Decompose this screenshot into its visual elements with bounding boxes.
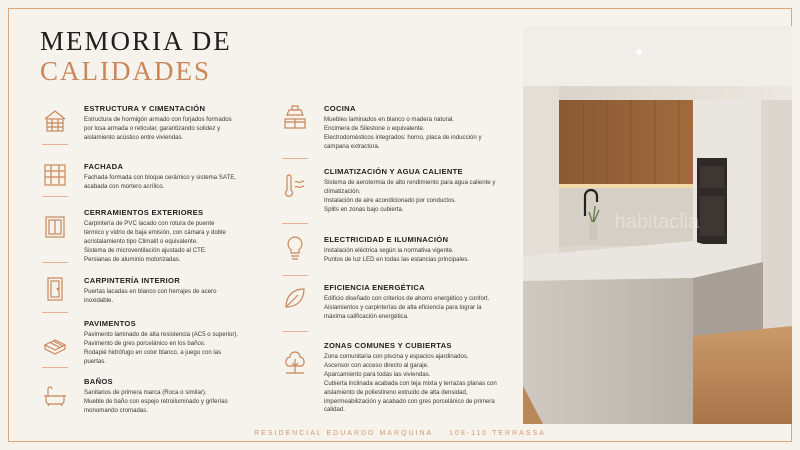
- section-body: Muebles laminados en blanco o madera natural. Encimera de Silestone o equivalente. Electrodomésticos integrados: horno, placa de inducción y campana extractora.: [324, 116, 482, 150]
- footer: [0, 430, 800, 437]
- footer-address: 108-110 TERRASSA: [449, 430, 546, 437]
- section-body: Edificio diseñado con criterios de ahorro energético y confort. Aislamientos y carpinterías de alta eficiencia para lograr la máxima calificación energética.: [324, 295, 490, 320]
- section-heading: ELECTRICIDAD E ILUMINACIÓN: [324, 235, 449, 244]
- title-line-1: MEMORIA DE: [40, 26, 232, 56]
- section-body: Sanitarios de primera marca (Roca o similar). Mueble de baño con espejo retroiluminado y griferías monomando cromadas.: [84, 389, 228, 414]
- leaf-icon: [282, 285, 308, 311]
- title-line-2: CALIDADES: [40, 56, 211, 86]
- section-heading: COCINA: [324, 104, 356, 113]
- tree-icon: [282, 349, 308, 375]
- kitchen-illustration: [523, 26, 792, 424]
- door-icon: [42, 276, 68, 302]
- section-body: Puertas lacadas en blanco con herrajes de acero inoxidable.: [84, 288, 217, 304]
- section-heading: CERRAMIENTOS EXTERIORES: [84, 208, 204, 217]
- section-body: Instalación eléctrica según la normativa vigente. Puntos de luz LED en todas las estancias principales.: [324, 247, 469, 263]
- section-heading: ZONAS COMUNES Y CUBIERTAS: [324, 341, 452, 350]
- page-title: [40, 26, 232, 86]
- lightbulb-icon: [282, 235, 308, 261]
- section-heading: CLIMATIZACIÓN Y AGUA CALIENTE: [324, 167, 463, 176]
- facade-icon: [42, 162, 68, 188]
- window-icon: [42, 214, 68, 240]
- flooring-icon: [42, 333, 68, 359]
- section-heading: BAÑOS: [84, 377, 113, 386]
- section-body: Zona comunitaria con piscina y espacios ajardinados. Ascensor con acceso directo al garaje. Aparcamiento para todas las viviendas. Cubierta inclinada acabada con teja mixta y terrazas planas con aislamiento de poliestireno extruido de alta densidad, impermeabilización y acabado con gres porcelánico de primera calidad.: [324, 353, 497, 414]
- kitchen-icon: [282, 104, 308, 130]
- kitchen-photo: [523, 26, 792, 424]
- section-heading: PAVIMENTOS: [84, 319, 136, 328]
- section-body: Sistema de aerotermia de alto rendimiento para agua caliente y climatización. Instalación de aire acondicionado por conductos. Splits en zonas bajo cubierta.: [324, 179, 496, 213]
- footer-project: RESIDENCIAL EDUARDO MARQUINA: [254, 430, 434, 437]
- section-body: Estructura de hormigón armado con forjados formados por losa armada o reticular, garantizando solidez y aislamiento acústico entre viviendas.: [84, 116, 232, 141]
- house-structure-icon: [42, 108, 68, 134]
- section-body: Fachada formada con bloque cerámico y sistema SATE, acabada con mortero acrílico.: [84, 174, 236, 190]
- photo-watermark: habitaclia: [614, 211, 700, 233]
- section-heading: CARPINTERÍA INTERIOR: [84, 276, 181, 285]
- thermometer-icon: [282, 173, 308, 199]
- bathtub-icon: [42, 383, 68, 409]
- section-body: Pavimento laminado de alta resistencia (AC5 o superior). Pavimento de gres porcelánico en los baños. Rodapié hidrófugo en color blanco, a juego con las puertas.: [84, 331, 239, 365]
- section-body: Carpintería de PVC lacado con rotura de puente térmico y vidrio de baja emisión, con cámara y doble acristalamiento tipo Climalit o equivalente. Sistema de microventilación ajustado al CTE. Persianas de aluminio motorizadas.: [84, 220, 226, 263]
- section-heading: FACHADA: [84, 162, 124, 171]
- section-heading: ESTRUCTURA Y CIMENTACIÓN: [84, 104, 206, 113]
- section-heading: EFICIENCIA ENERGÉTICA: [324, 283, 425, 292]
